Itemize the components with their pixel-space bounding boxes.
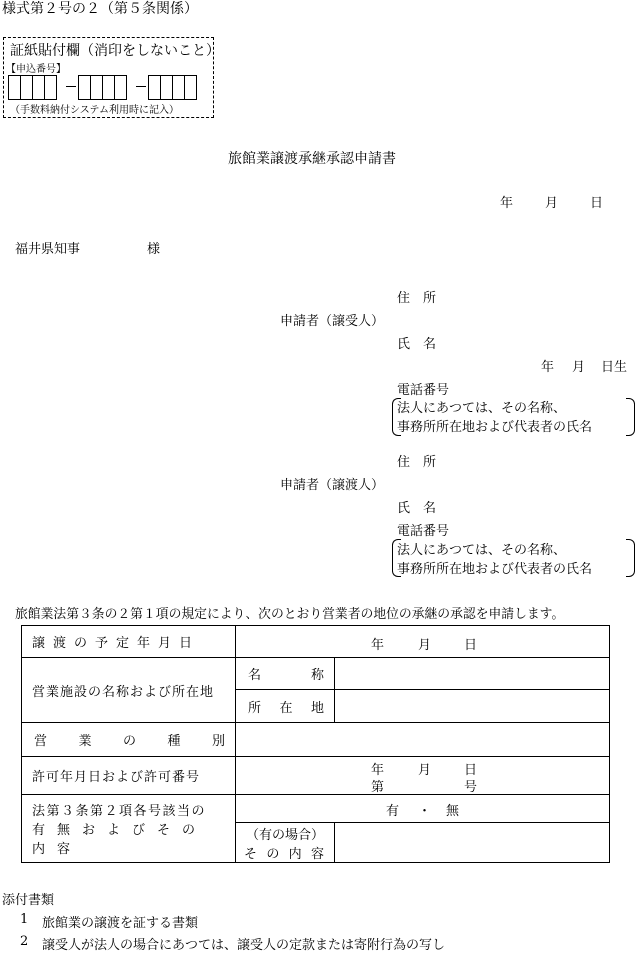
right-brace — [626, 539, 635, 577]
stamp-box-note: （手数料納付システム利用時に記入） — [10, 105, 179, 116]
table-row — [22, 757, 610, 795]
label-char: の — [266, 846, 280, 862]
addressee-name: 福井県知事 — [15, 242, 81, 257]
transfer-date-value-cell[interactable] — [236, 626, 610, 658]
right-brace — [626, 398, 635, 436]
transfer-date-label-cell — [22, 626, 236, 658]
digit-box[interactable] — [114, 75, 127, 100]
facility-label-cell — [22, 658, 236, 723]
transferor-label: 申請者（譲渡人） — [280, 478, 385, 493]
label-char: 地 — [310, 700, 324, 716]
number-separator — [136, 86, 146, 87]
transferee-corp-note-1: 法人にあつては、その名称、 — [397, 401, 567, 416]
label-text: 譲渡の予定年月日 — [32, 636, 201, 651]
permit-value-cell[interactable] — [236, 757, 610, 795]
transferor-corp-note-2: 事務所所在地および代表者の氏名 — [397, 562, 593, 577]
application-number-group-3[interactable] — [148, 75, 196, 100]
application-statement: 旅館業法第３条の２第１項の規定により、次のとおり営業者の地位の承継の承認を申請します。 — [15, 607, 565, 622]
attachment-number: 2 — [20, 934, 29, 949]
table-row — [22, 626, 610, 658]
transfer-date-month: 月 — [418, 637, 432, 653]
permit-date-month: 月 — [418, 762, 432, 778]
yes-no-cell[interactable] — [236, 795, 610, 823]
document-title: 旅館業譲渡承継承認申請書 — [228, 151, 396, 167]
application-table — [21, 625, 610, 863]
transferor-phone-label: 電話番号 — [397, 524, 450, 539]
facility-name-input[interactable] — [335, 658, 610, 690]
label-char: 称 — [310, 668, 324, 683]
article-label-cell — [22, 795, 236, 863]
date-month: 月 — [545, 196, 559, 211]
stamp-box-title: 証紙貼付欄（消印をしないこと） — [10, 43, 220, 59]
facility-location-input[interactable] — [335, 690, 610, 723]
transferor-corp-note-1: 法人にあつては、その名称、 — [397, 543, 567, 558]
attachments-heading: 添付書類 — [2, 893, 55, 908]
application-number-label: 【申込番号】 — [6, 64, 66, 75]
date-year: 年 — [500, 196, 514, 211]
article-label-line-2: 有無およびその内容 — [32, 823, 208, 857]
label-char: の — [122, 734, 136, 749]
facility-location-label-cell — [236, 690, 335, 723]
label-char: 種 — [167, 734, 181, 749]
table-row — [22, 795, 610, 823]
option-yes[interactable]: 有 — [386, 803, 400, 819]
addressee-honorific: 様 — [147, 242, 161, 257]
table-row — [22, 658, 610, 690]
label-char: 営 — [34, 734, 48, 749]
permit-label-cell — [22, 757, 236, 795]
transferee-birth-year: 年 — [541, 360, 555, 375]
transferee-birth-month: 月 — [572, 360, 586, 375]
transferee-address-label: 住 所 — [397, 291, 437, 306]
transferor-address-label: 住 所 — [397, 455, 437, 470]
article-label-line-1: 法第３条第２項各号該当の — [32, 804, 207, 819]
label-char: 別 — [211, 734, 225, 749]
transferee-name-label: 氏 名 — [397, 337, 437, 352]
permit-date-year: 年 — [371, 762, 385, 778]
business-type-input[interactable] — [236, 723, 610, 757]
form-number: 様式第２号の２（第５条関係） — [2, 1, 198, 17]
if-yes-content-input[interactable] — [335, 823, 610, 863]
digit-box[interactable] — [44, 75, 57, 100]
transfer-date-day: 日 — [464, 637, 478, 653]
transferor-name-label: 氏 名 — [397, 501, 437, 516]
attachment-item: 旅館業の譲渡を証する書類 — [42, 916, 199, 931]
date-day: 日 — [590, 196, 604, 211]
label-char: 業 — [78, 734, 92, 749]
label-char: 名 — [248, 668, 262, 683]
label-char: 在 — [279, 700, 293, 716]
transferee-phone-label: 電話番号 — [397, 383, 450, 398]
label-char: 所 — [248, 700, 262, 716]
transfer-date-label — [22, 632, 235, 651]
attachment-number: 1 — [20, 912, 29, 927]
option-separator: ・ — [418, 803, 432, 819]
business-type-label-cell — [22, 723, 236, 757]
facility-label: 営業施設の名称および所在地 — [32, 684, 215, 700]
label-char: 内 — [288, 846, 302, 862]
transferee-corp-note-2: 事務所所在地および代表者の氏名 — [397, 420, 593, 435]
permit-number-prefix: 第 — [371, 779, 385, 795]
transferee-label: 申請者（譲受人） — [280, 314, 385, 329]
digit-box[interactable] — [184, 75, 197, 100]
if-yes-label-cell — [236, 823, 335, 863]
attachment-item: 譲受人が法人の場合にあつては、譲受人の定款または寄附行為の写し — [42, 938, 446, 953]
transfer-date-year: 年 — [371, 637, 385, 653]
permit-label: 許可年月日および許可番号 — [32, 770, 201, 785]
number-separator — [66, 86, 76, 87]
permit-number-suffix: 号 — [464, 779, 478, 795]
facility-name-label-cell — [236, 658, 335, 690]
option-no[interactable]: 無 — [446, 803, 460, 819]
transferee-birth-day: 日生 — [601, 360, 628, 375]
application-number-group-1[interactable] — [8, 75, 56, 100]
table-row — [22, 723, 610, 757]
if-yes-label-line-1: （有の場合） — [245, 827, 324, 843]
label-char: 容 — [310, 846, 324, 862]
permit-date-day: 日 — [464, 762, 478, 778]
application-number-group-2[interactable] — [78, 75, 126, 100]
label-char: そ — [244, 846, 258, 862]
